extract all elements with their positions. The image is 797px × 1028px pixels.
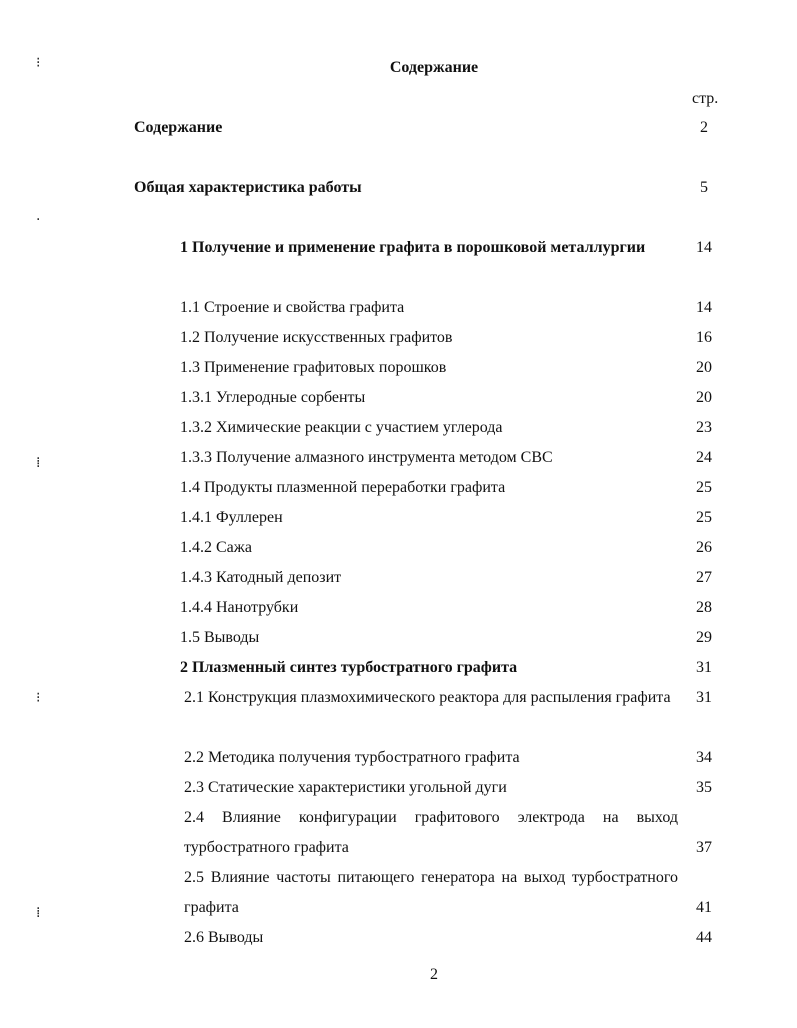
toc-entry-page: 14 <box>696 239 712 256</box>
toc-entry-page: 29 <box>696 629 712 646</box>
toc-entry <box>180 593 712 623</box>
scan-artifact-mark: ⁝ <box>36 690 41 706</box>
toc-entry <box>180 653 712 683</box>
toc-entry <box>180 413 712 443</box>
toc-entry <box>184 773 712 803</box>
toc-entry-page: 25 <box>696 479 712 496</box>
toc-entry-page: 28 <box>696 599 712 616</box>
toc-entry-page: 31 <box>696 689 712 706</box>
toc-entry-text: 1 Получение и применение графита в порошковой металлургии <box>180 239 646 256</box>
toc-entry-text: 1.3.1 Углеродные сорбенты <box>180 389 366 406</box>
toc-entry-page: 25 <box>696 509 712 526</box>
toc-entry-text: 1.1 Строение и свойства графита <box>180 299 405 316</box>
toc-entry-text: 2.4 Влияние конфигурации графитового электрода на выход турбостратного графита <box>184 809 678 856</box>
toc-entry <box>180 473 712 503</box>
toc-entry-text: 1.4.1 Фуллерен <box>180 509 283 526</box>
toc-entry-page: 44 <box>696 929 712 946</box>
toc-entry-text: 2.6 Выводы <box>184 929 264 946</box>
toc-entry-text: 1.4.2 Сажа <box>180 539 252 556</box>
toc-entry <box>180 293 712 323</box>
toc-entry-text: 1.3.2 Химические реакции с участием углерода <box>180 419 503 436</box>
toc-entry-page: 2 <box>700 119 708 136</box>
toc-entry <box>184 743 712 773</box>
toc-entry-text: Содержание <box>134 119 223 136</box>
toc-entry <box>180 503 712 533</box>
toc-entry-page: 20 <box>696 389 712 406</box>
toc-entry-text: 1.3 Применение графитовых порошков <box>180 359 447 376</box>
scan-artifact-mark: ⁝ <box>36 55 41 71</box>
toc-entry-page: 26 <box>696 539 712 556</box>
page-column-label: стр. <box>692 90 719 107</box>
page-title: Содержание <box>389 59 479 76</box>
toc-entry <box>180 383 712 413</box>
toc-entry-text: 1.5 Выводы <box>180 629 260 646</box>
toc-entry-page: 14 <box>696 299 712 316</box>
toc-entry-text: Общая характеристика работы <box>134 179 362 196</box>
toc-entry-page: 41 <box>696 899 712 916</box>
toc-entry-text: 1.4.4 Нанотрубки <box>180 599 299 616</box>
toc-entry-text: 2.5 Влияние частоты питающего генератора на выход турбостратного графита <box>184 869 678 916</box>
toc-entry <box>184 863 712 923</box>
toc-entry <box>184 803 712 863</box>
toc-entry-page: 20 <box>696 359 712 376</box>
toc-entry <box>180 323 712 353</box>
toc-entry-text: 1.4 Продукты плазменной переработки графита <box>180 479 506 496</box>
toc-entry <box>180 533 712 563</box>
toc-entry-text: 2 Плазменный синтез турбостратного графита <box>180 659 518 676</box>
toc-entry <box>180 353 712 383</box>
toc-entry-page: 34 <box>696 749 712 766</box>
toc-entry-page: 16 <box>696 329 712 346</box>
toc-entry-page: 5 <box>700 179 708 196</box>
toc-entry <box>184 923 712 953</box>
page-number: 2 <box>430 966 438 983</box>
toc-entry <box>180 443 712 473</box>
toc-entry-text: 2.1 Конструкция плазмохимического реактора для распыления графита <box>184 689 671 706</box>
toc-entry-text: 1.4.3 Катодный депозит <box>180 569 342 586</box>
toc-entry-page: 27 <box>696 569 712 586</box>
toc-entry-text: 2.2 Методика получения турбостратного графита <box>184 749 520 766</box>
toc-entry <box>134 173 708 203</box>
toc-entry <box>180 563 712 593</box>
toc-entry-page: 37 <box>696 839 712 856</box>
scan-artifact-mark: ⁞ <box>36 905 41 921</box>
scan-artifact-mark: · <box>36 212 41 228</box>
toc-entry-page: 23 <box>696 419 712 436</box>
toc-entry <box>180 623 712 653</box>
toc-entry-page: 31 <box>696 659 712 676</box>
toc-entry-text: 2.3 Статические характеристики угольной дуги <box>184 779 507 796</box>
toc-entry-text: 1.2 Получение искусственных графитов <box>180 329 453 346</box>
toc-entry <box>134 113 708 143</box>
toc-entry-page: 35 <box>696 779 712 796</box>
toc-entry-page: 24 <box>696 449 712 466</box>
toc-entry-text: 1.3.3 Получение алмазного инструмента методом СВС <box>180 449 553 466</box>
scan-artifact-mark: ⁞ <box>36 455 41 471</box>
toc-entry <box>184 683 712 713</box>
toc-entry <box>180 233 712 263</box>
